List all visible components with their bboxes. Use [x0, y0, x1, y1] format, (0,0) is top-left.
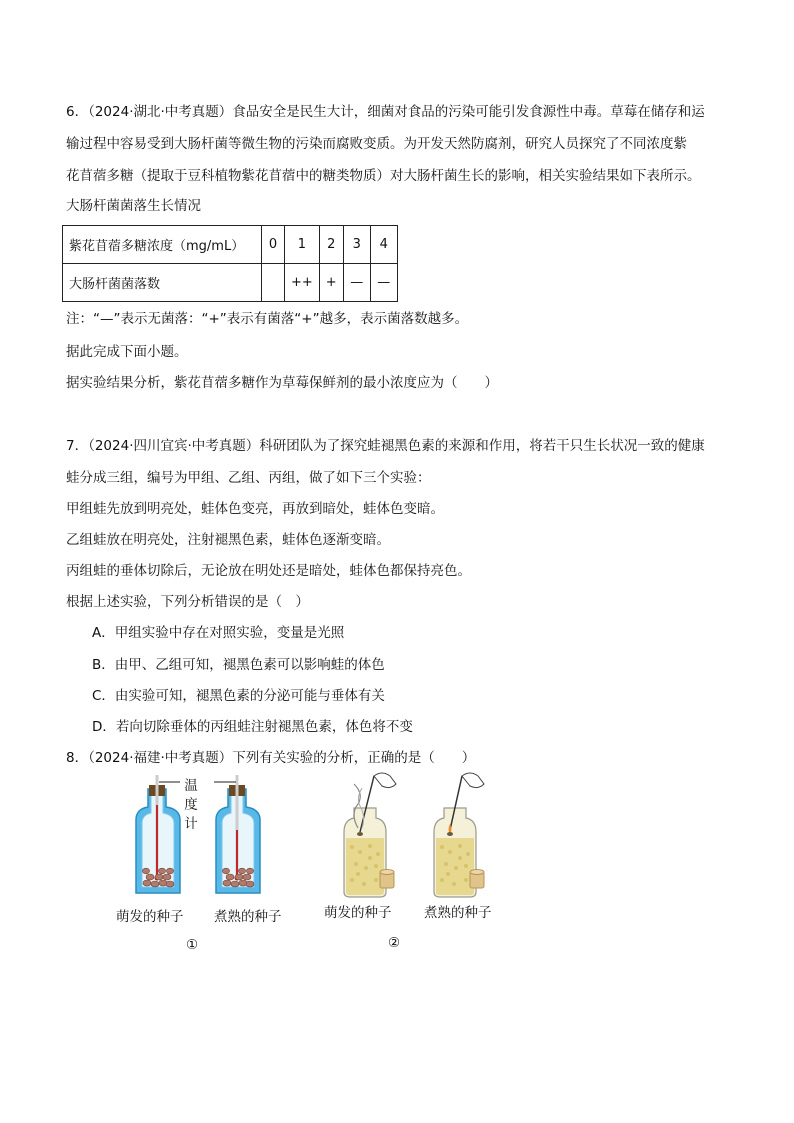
q7-line-4: 乙组蛙放在明亮处，注射褪黑色素，蛙体色逐渐变暗。 — [66, 532, 390, 548]
table-cell: 4 — [370, 226, 397, 264]
table-cell: — — [343, 264, 370, 302]
table-cell: + — [319, 264, 343, 302]
q7-option-a[interactable]: A．甲组实验中存在对照实验，变量是光照 — [92, 625, 345, 641]
fig2-left-caption: 萌发的种子 — [324, 905, 392, 921]
q7-option-b[interactable]: B．由甲、乙组可知，褪黑色素可以影响蛙的体色 — [92, 657, 385, 673]
q6-line-3: 花苜蓿多糖（提取于豆科植物紫花苜蓿中的糖类物质）对大肠杆菌生长的影响，相关实验结果如下表所示。 — [66, 168, 701, 184]
table-cell — [262, 264, 285, 302]
q7-line-3: 甲组蛙先放到明亮处，蛙体色变亮，再放到暗处，蛙体色变暗。 — [66, 501, 444, 517]
fig1-right-caption: 煮熟的种子 — [214, 909, 282, 925]
thermos-experiment-illustration — [118, 775, 298, 903]
table-row — [63, 264, 398, 302]
fig2-right-caption: 煮熟的种子 — [424, 905, 492, 921]
q8-stem: 8．（2024·福建·中考真题）下列有关实验的分析，正确的是（ ） — [66, 750, 476, 766]
q7-line-2: 蛙分成三组，编号为甲组、乙组、丙组，做了如下三个实验： — [66, 470, 431, 486]
table-cell: 2 — [319, 226, 343, 264]
thermometer-label-char: 度 — [184, 797, 198, 813]
table-cell: 3 — [343, 226, 370, 264]
colony-table — [62, 225, 398, 302]
thermometer-label-char: 温 — [184, 778, 198, 794]
q7-option-c[interactable]: C．由实验可知，褪黑色素的分泌可能与垂体有关 — [92, 688, 385, 704]
q6-instruction: 据此完成下面小题。 — [66, 344, 188, 360]
fig1-number: ① — [186, 937, 199, 953]
table-row — [63, 226, 398, 264]
table-cell: 1 — [285, 226, 320, 264]
jar-germinating-icon — [344, 773, 396, 897]
jar-boiled-icon — [434, 773, 484, 897]
thermos-flask-boiled-icon — [216, 775, 260, 893]
q6-table-title: 大肠杆菌菌落生长情况 — [66, 198, 201, 214]
thermometer-label-char: 计 — [184, 816, 198, 832]
table-cell: — — [370, 264, 397, 302]
q6-line-1: 6．（2024·湖北·中考真题）食品安全是民生大计，细菌对食品的污染可能引发食源性中毒。草莓在储存和运 — [66, 104, 705, 120]
q7-option-d[interactable]: D．若向切除垂体的丙组蛙注射褪黑色素，体色将不变 — [92, 719, 413, 735]
table-cell: 0 — [262, 226, 285, 264]
thermometer-label — [183, 777, 199, 834]
fig1-left-caption: 萌发的种子 — [116, 909, 184, 925]
q6-note: 注：“—”表示无菌落：“+”表示有菌落“+”越多，表示菌落数越多。 — [66, 311, 469, 327]
table-cell-label: 紫花苜蓿多糖浓度（mg/mL） — [63, 226, 262, 264]
q7-line-5: 丙组蛙的垂体切除后，无论放在明处还是暗处，蛙体色都保持亮色。 — [66, 563, 471, 579]
fig2-number: ② — [388, 935, 401, 951]
candle-jar-experiment-illustration — [330, 772, 510, 902]
q7-line-1: 7．（2024·四川宜宾·中考真题）科研团队为了探究蛙褪黑色素的来源和作用，将若干只生长状况一致的健康 — [66, 438, 705, 454]
table-cell: ++ — [285, 264, 320, 302]
q6-question: 据实验结果分析，紫花苜蓿多糖作为草莓保鲜剂的最小浓度应为（ ） — [66, 375, 498, 391]
q7-line-6: 根据上述实验，下列分析错误的是（ ） — [66, 594, 309, 610]
table-cell-label: 大肠杆菌菌落数 — [63, 264, 262, 302]
q6-line-2: 输过程中容易受到大肠杆菌等微生物的污染而腐败变质。为开发天然防腐剂，研究人员探究了不同浓度紫 — [66, 136, 687, 152]
thermos-flask-germinating-icon — [136, 775, 180, 893]
